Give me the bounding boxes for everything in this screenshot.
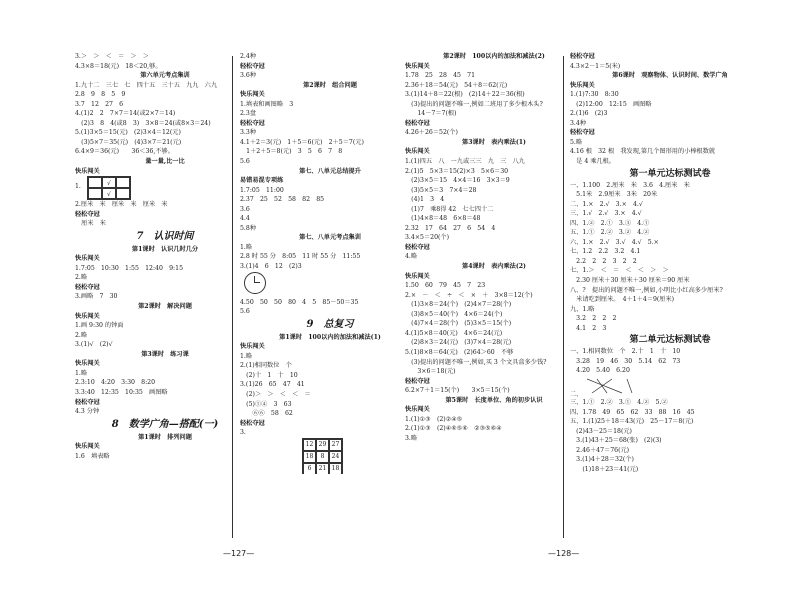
sub-heading: 轻松夺冠 — [570, 53, 595, 60]
section-heading: 量一量,比一比 — [145, 158, 185, 166]
answer-line: 4.3 分钟 — [75, 408, 100, 416]
answer-line: 一、1.100 2.厘米 米 3.6 4.厘米 米 — [570, 181, 690, 189]
answer-line: 九、1.略 — [570, 305, 595, 313]
sub-heading: 轻松夺冠 — [75, 283, 100, 291]
table-cell: 8 — [316, 451, 329, 463]
answer-line: 2.46＋47＝76(元) — [570, 446, 630, 454]
answer-line: 6.2×7＋1＝15(个) 3×5＝15(个) — [405, 387, 510, 395]
answer-line: 3.28 19 46 30 5.14 62 73 — [570, 357, 681, 365]
answer-line: 2.30 厘米＋30 厘米＋30 厘米＝90 厘米 — [570, 277, 690, 285]
answer-line: 厘米 米 — [75, 220, 106, 228]
chapter-title: 7 认识时间 — [136, 230, 194, 242]
answer-line: 3.(1)14＋8＝22(根) (2)14＋22＝36(根) — [405, 91, 525, 99]
answer-line: 2.8 9 8 5 9 — [75, 91, 126, 99]
answer-line: 四、1.78 49 65 62 33 88 16 45 — [570, 408, 695, 416]
right-column-2 — [570, 52, 770, 474]
section-heading: 第3课时 练习课 — [141, 350, 189, 358]
table-cell: 27 — [329, 439, 342, 451]
answer-line: (1)7 乘8得 42 七七四十二 — [405, 205, 494, 213]
sub-heading: 轻松夺冠 — [405, 377, 430, 385]
sub-heading: 快乐闯关 — [405, 62, 430, 70]
sub-heading: 快乐闯关 — [240, 91, 265, 99]
answer-line: 八、? 提出的问题不唯一,例如,小明比小红高多少厘米? — [570, 286, 723, 294]
answer-line: 2.厘米 米 厘米 米 厘米 米 — [75, 201, 168, 209]
answer-line: 3.6 — [240, 205, 250, 213]
answer-line: 1.略 — [75, 369, 88, 377]
answer-line: 三、1.√ 2.√ 3.× 4.√ — [570, 210, 642, 218]
answer-line: 5.(1)3×5＝15(元) (2)3×4＝12(元) — [75, 129, 181, 137]
table-cell: 18 — [303, 451, 316, 463]
answer-line: 4.4 — [240, 215, 250, 223]
answer-line: 3.(1)43＋25＝68(张) (2)(3) — [570, 437, 662, 445]
answer-line: 二、1.× 2.√ 3.× 4.√ — [570, 200, 643, 208]
answer-line: 一、1.相同数位 个 2.十 1 十 10 — [570, 348, 681, 356]
table-cell: 29 — [316, 439, 329, 451]
answer-line: 3.(1)√ (2)√ — [75, 341, 113, 349]
sub-heading: 轻松夺冠 — [75, 398, 100, 406]
answer-line: 4.略 — [405, 253, 418, 261]
item-label: 1. — [75, 183, 83, 191]
section-heading: 第七、八单元总结提升 — [299, 167, 361, 175]
answer-line: 3. — [240, 429, 246, 437]
answer-line: ⑥⑥ 58 62 — [240, 410, 293, 418]
magic-square — [240, 438, 420, 474]
answer-line: (1)4×8＝48 6×8＝48 — [405, 215, 481, 223]
answer-grid — [75, 176, 255, 200]
table-cell: 21 — [316, 463, 329, 474]
page-number-left: —127— — [223, 549, 255, 558]
right-page — [400, 0, 800, 592]
answer-line: 1.50 60 79 45 7 23 — [405, 282, 486, 290]
match-line — [587, 379, 622, 393]
sub-heading: 轻松夺冠 — [240, 62, 265, 70]
answer-line: 14－7＝7(根) — [405, 110, 457, 118]
section-heading: 第1课时 认识几时几分 — [131, 245, 199, 253]
sub-heading: 快乐闯关 — [75, 167, 100, 175]
answer-line: (2)12:00 12:15 画图略 — [570, 100, 652, 108]
test-title: 第一单元达标测试卷 — [629, 168, 711, 179]
section-heading: 第七、八单元考点集训 — [299, 234, 361, 242]
answer-line: (5)①④ 3 63 — [240, 400, 292, 408]
answer-line: 4.16 根 32 根 我发现,第几个图形用的小棒根数就 — [570, 148, 716, 156]
clock-icon — [244, 272, 266, 294]
answer-line — [240, 474, 420, 484]
answer-line: 1.九十二 三七 七 四十五 三十五 九九 六九 — [75, 81, 218, 89]
answer-line: 1.6 填表略 — [75, 452, 110, 460]
section-heading: 第六单元考点集训 — [140, 72, 190, 80]
answer-line: (4)7×4＝28(个) (5)3×5＝15(个) — [405, 320, 512, 328]
grid-cell — [116, 188, 130, 199]
sub-heading: 快乐闯关 — [75, 312, 100, 320]
answer-line: 4.20 5.40 6.20 — [570, 367, 630, 375]
answer-line: 3.2 2 2 2 — [570, 315, 617, 323]
answer-line: 1.(1)7:30 8:30 — [570, 91, 619, 99]
answer-line: 2.(1)6 (2)3 — [570, 110, 608, 118]
answer-line: (1)18＋23＝41(元) — [570, 465, 639, 473]
sub-heading: 快乐闯关 — [405, 272, 430, 280]
answer-line: 2.3盘 — [240, 110, 257, 118]
check-grid — [87, 176, 131, 200]
sub-heading: 易错易混专项练 — [240, 177, 284, 185]
number-table — [302, 438, 343, 474]
sub-heading: 轻松夺冠 — [405, 119, 430, 127]
answer-line: 六、1.× 2.√ 3.√ 4.√ 5.× — [570, 238, 659, 246]
match-line — [592, 379, 612, 393]
answer-line: 1.填表和画图略 3 — [240, 100, 294, 108]
answer-line: 3.(1)4＋28＝32(个) — [570, 456, 634, 464]
answer-line: 5.(1)8×8＝64(元) (2)64＞60 不够 — [405, 348, 514, 356]
matching-lines — [570, 376, 770, 398]
answer-line: 七、1.＞ ＜ ＝ ＜ ＜ ＞ ＞ — [570, 267, 669, 275]
grid-cell — [88, 177, 102, 188]
answer-line: 米请吃到厘米。 4＋1＋4＝9(厘米) — [570, 296, 675, 304]
table-cell: 6 — [303, 463, 316, 474]
answer-line: 2.36＋18＝54(元) 54＋8＝62(元) — [405, 81, 508, 89]
answer-line: 1.(1)四五 八 一九或三三 九 三 八九 — [405, 158, 525, 166]
chapter-title: 9 总复习 — [306, 318, 354, 330]
answer-line: 1.7:05 10:30 1:55 12:40 9:15 — [75, 264, 184, 272]
answer-line: 四、1.② 2.① 3.③ 4.① — [570, 219, 650, 227]
grid-cell: √ — [102, 188, 116, 199]
answer-line: 3.4种 — [570, 119, 587, 127]
test-title: 第二单元达标测试卷 — [629, 335, 711, 346]
answer-line: 2.2 2 2 3 2 2 — [570, 257, 637, 265]
match-line — [627, 379, 632, 393]
grid-cell — [116, 177, 130, 188]
sub-heading: 快乐闯关 — [405, 148, 430, 156]
sub-heading: 快乐闯关 — [240, 343, 265, 351]
answer-line: (2)43－25＝18(元) — [570, 427, 632, 435]
answer-line: 2.8 时 55 分 8:05 11 时 55 分 11:55 — [240, 253, 361, 261]
column-divider-right — [563, 56, 564, 538]
answer-line: 2.× － ＜ ÷ ＜ × ＋ 3×8＝12(个) — [405, 291, 533, 299]
answer-line: 5.1米 2.9厘米 3米 20米 — [570, 191, 658, 199]
answer-line: 3.7 12 27 6 — [75, 100, 124, 108]
sub-heading: 快乐闯关 — [75, 443, 100, 451]
section-heading: 第3课时 表内乘法(1) — [462, 138, 526, 146]
section-heading: 第4课时 表内乘法(2) — [462, 263, 526, 271]
answer-line: 3.4×5＝20(个) — [405, 234, 450, 242]
answer-line: 2.3:10 4:20 3:30 8:20 — [75, 379, 156, 387]
answer-line: 2.(1)①③ (2)④⑥⑤⑥ ②③⑤⑥④ — [405, 425, 502, 433]
answer-line: (2)十 1 十 10 — [240, 371, 298, 379]
sub-heading: 快乐闯关 — [570, 81, 595, 89]
answer-line: 4.3×8＝18(元) 18＜20,够。 — [75, 62, 162, 70]
column-divider-left — [232, 56, 233, 538]
answer-line: 1.画 9:30 的钟面 — [75, 322, 124, 330]
answer-line: 3.(1)4 6 12 (2)3 — [240, 263, 302, 271]
answer-line: 1.略 — [240, 352, 253, 360]
answer-line: 5.8种 — [240, 224, 257, 232]
answer-line: 1.78 25 28 45 71 — [405, 72, 476, 80]
sub-heading: 轻松夺冠 — [240, 419, 265, 427]
answer-line: (3)8×5＝40(个) 4×6＝24(个) — [405, 310, 503, 318]
answer-line: 3.略 — [405, 434, 418, 442]
grid-cell — [88, 188, 102, 199]
answer-line: (3)5×7＝35(元) (4)3×7＝21(元) — [75, 138, 182, 146]
answer-line: 5.6 — [240, 308, 250, 316]
answer-line: 2.(1)相同数位 个 — [240, 362, 292, 370]
section-heading: 第1课时 100以内的加法和减法(1) — [279, 333, 381, 341]
sub-heading: 轻松夺冠 — [75, 210, 100, 218]
answer-line: 2.4种 — [240, 53, 257, 60]
answer-line: 4.(1)2 2 7×7＝14(或2×7＝14) — [75, 110, 176, 118]
answer-line: 1＋2＋5＝8(元) 3 5 6 7 8 — [240, 148, 343, 156]
answer-line: 3.6种 — [240, 72, 257, 80]
answer-line: 2.32 17 64 27 6 54 4 — [405, 224, 496, 232]
answer-line: (3)提出的问题不唯一,例如二班用了多少根木头? — [405, 100, 543, 108]
answer-line: 七、1.2 2.2 3.2 4.1 — [570, 248, 641, 256]
answer-line: 五、1.① 2.② 3.② 4.② — [570, 229, 650, 237]
answer-line: (3)提出的问题不唯一,例如,买 3 个文具盒多少钱? — [405, 358, 547, 366]
answer-line: 2.37 25 52 58 82 85 — [240, 196, 325, 204]
sub-heading: 快乐闯关 — [405, 406, 430, 414]
section-heading: 第5课时 长度单位、角的初步认识 — [445, 396, 543, 404]
answer-line: 6.4×9＝36(元) 36＜36,不够。 — [75, 148, 174, 156]
sub-heading: 轻松夺冠 — [240, 119, 265, 127]
page-number-right: —128— — [548, 549, 580, 558]
section-heading: 第2课时 解决问题 — [138, 303, 192, 311]
answer-line: 1.略 — [240, 243, 253, 251]
answer-line: 五、1.(1)25＋18＝43(元) 25－17＝8(元) — [570, 418, 694, 426]
answer-line: (2)3×5＝15 4×4＝16 3×3＝9 — [405, 177, 510, 185]
answer-line: 3.3种 — [240, 129, 257, 137]
left-column-1 — [75, 52, 255, 461]
table-cell: 24 — [329, 451, 342, 463]
section-heading: 第1课时 排列问题 — [138, 433, 192, 441]
grid-cell: √ — [102, 177, 116, 188]
clock-figure — [240, 272, 420, 298]
answer-line: (2)3 8 4(或8 3) 3×8＝24(或8×3＝24) — [75, 119, 211, 127]
answer-line: 4.50 50 50 80 4 5 85－50＝35 — [240, 298, 359, 306]
answer-line: 3.＞ ＞ ＜ ＝ ＞ ＞ — [75, 53, 149, 60]
answer-line: 1.(1)①③ (2)②④⑤ — [405, 415, 463, 423]
table-cell: 18 — [329, 463, 342, 474]
table-cell: 12 — [303, 439, 316, 451]
answer-line: 1.7:05 11:00 — [240, 186, 284, 194]
answer-line: 4.1 2 3 — [570, 324, 607, 332]
answer-line: 4.(1)5×8＝40(元) 4×6＝24(元) — [405, 329, 503, 337]
answer-line: 3×6＝18(元) — [405, 368, 456, 376]
chapter-title: 8 数学广角—搭配(一) — [111, 418, 219, 430]
answer-line: 2.(1)5 5×3＝15(2)×3 5×6＝30 — [405, 167, 509, 175]
answer-line: 4.26＋26＝52(个) — [405, 129, 458, 137]
answer-line: 三、1.① 2.② 3.① 4.② 5.② — [570, 398, 668, 406]
answer-line: 3.(1)26 65 47 41 — [240, 381, 305, 389]
sub-heading: 快乐闯关 — [75, 360, 100, 368]
answer-line: 4.1＋2＝3(元) 1＋5＝6(元) 2＋5＝7(元) — [240, 138, 364, 146]
right-column-1 — [405, 52, 583, 443]
left-column-2 — [240, 52, 420, 483]
matching-diagram — [582, 376, 642, 396]
answer-line: 是 4 乘几根。 — [570, 158, 615, 166]
answer-line: 4.3×2－1＝5(米) — [570, 62, 621, 70]
item-label: 二、 — [570, 390, 583, 398]
answer-line: (1)3×8＝24(个) (2)4×7＝28(个) — [405, 301, 512, 309]
answer-line: (2)8×3＝24(元) (3)7×4＝28(元) — [405, 339, 512, 347]
answer-line: (4)1 3 4 — [405, 196, 445, 204]
sub-heading: 快乐闯关 — [75, 255, 100, 263]
section-heading: 第2课时 组合问题 — [303, 81, 357, 89]
answer-line: 2.略 — [75, 331, 88, 339]
answer-line: 3.画略 7 30 — [75, 293, 118, 301]
section-heading: 第2课时 100以内的加法和减法(2) — [443, 53, 545, 60]
answer-line: 2.略 — [75, 274, 88, 282]
sub-heading: 轻松夺冠 — [570, 129, 595, 137]
answer-line: 5.略 — [570, 138, 583, 146]
section-heading: 第6课时 观察物体、认识时间、数学广角 — [612, 72, 728, 80]
answer-line: 3.3:40 12:35 10:35 画图略 — [75, 388, 168, 396]
answer-line: (2)＞ ＞ ＜ ＜ ＝ — [240, 390, 311, 398]
answer-line: (3)5×5＝3 7×4＝28 — [405, 186, 477, 194]
answer-line: 5.6 — [240, 158, 250, 166]
sub-heading: 轻松夺冠 — [405, 243, 430, 251]
